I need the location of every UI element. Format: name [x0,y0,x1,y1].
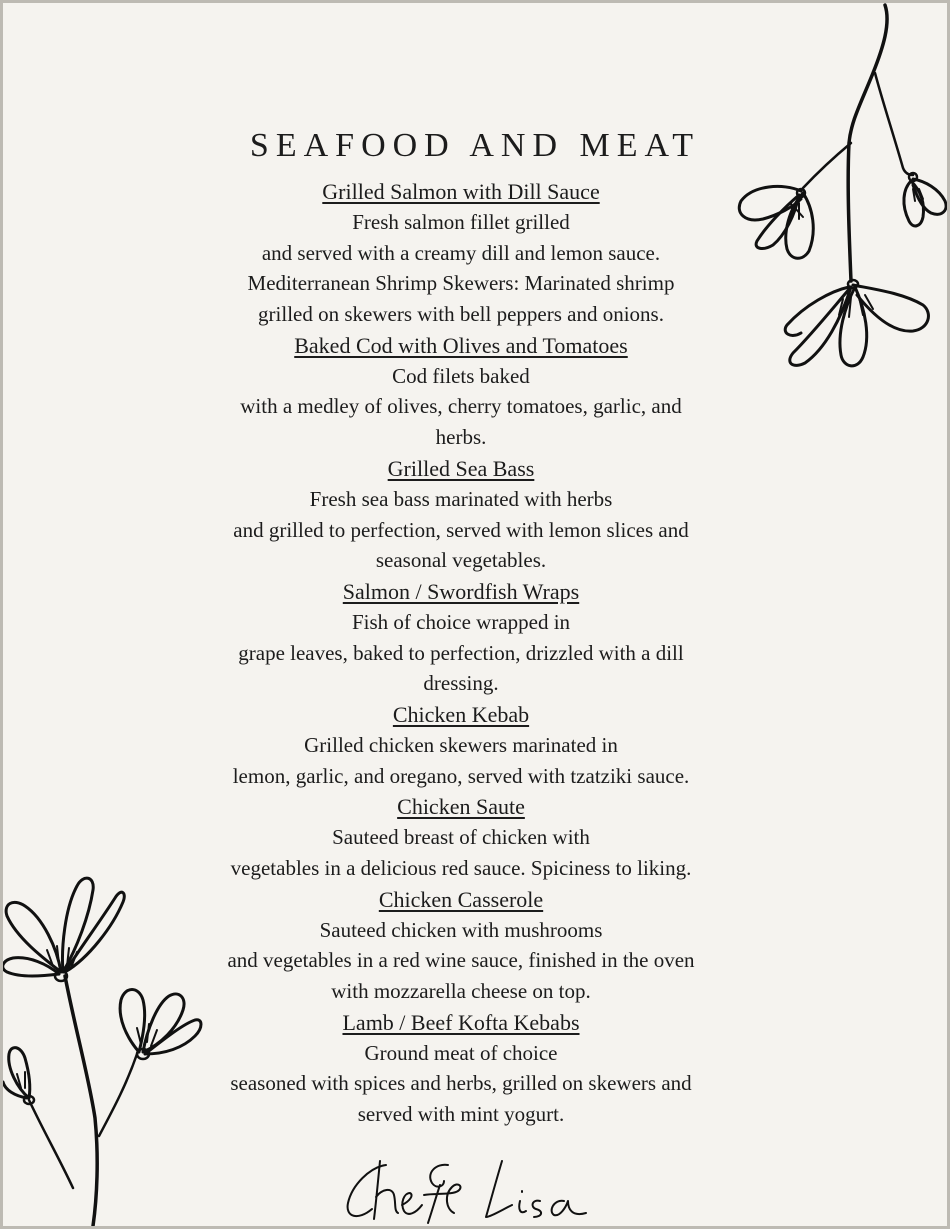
chef-signature [3,1151,947,1226]
menu-item-name: Lamb / Beef Kofta Kebabs [342,1009,580,1035]
menu-item [3,791,919,883]
menu-item-description-line: and served with a creamy dill and lemon sauce. [261,240,661,265]
menu-item-description-line: and vegetables in a red wine sauce, finished in the oven [227,948,695,973]
menu-item-name: Chicken Saute [397,794,525,820]
menu-item-description-line: Ground meat of choice [364,1040,558,1065]
menu-item-name: Chicken Kebab [392,701,530,727]
menu-item-description-line: Sauteed chicken with mushrooms [319,917,603,942]
menu-item-description-line: lemon, garlic, and oregano, served with tzatziki sauce. [232,763,690,788]
menu-item-name: Chicken Casserole [378,886,544,912]
menu-item-name: Grilled Salmon with Dill Sauce [322,179,600,204]
menu-item-description-line: with a medley of olives, cherry tomatoes, garlic, and [240,394,682,419]
menu-item-description-line: and grilled to perfection, served with lemon slices and [233,517,689,542]
menu-page [3,3,947,1226]
menu-item-description-line: seasoned with spices and herbs, grilled on skewers and [230,1071,692,1096]
menu-item-name: Grilled Sea Bass [387,455,535,481]
menu-item-description-line: Fish of choice wrapped in [351,609,571,634]
menu-item [3,884,919,1007]
menu-item-description-line: with mozzarella cheese on top. [331,979,591,1004]
menu-item-description-line: grape leaves, baked to perfection, drizzled with a dill [238,640,684,665]
menu-item-description-line: Fresh sea bass marinated with herbs [309,486,613,511]
menu-item-description-line: Sauteed breast of chicken with [332,825,590,850]
menu-item-description-line: Cod filets baked [392,363,530,388]
menu-item-description-line: Fresh salmon fillet grilled [352,210,570,234]
menu-item-name: Baked Cod with Olives and Tomatoes [294,332,628,358]
page-title: SEAFOOD AND MEAT [249,127,701,164]
menu-item-description-line: Mediterranean Shrimp Skewers: Marinated shrimp [247,271,675,296]
menu-item-description-line: grilled on skewers with bell peppers and onions. [258,302,664,327]
menu-item [3,699,919,791]
menu-item-description-line: dressing. [423,671,499,696]
menu-item-description-line: served with mint yogurt. [357,1102,565,1127]
menu-item [3,1007,919,1130]
menu-item-description-line: Grilled chicken skewers marinated in [304,732,618,757]
menu-item-description-line: seasonal vegetables. [375,548,547,573]
menu-item-description-line: vegetables in a delicious red sauce. Spiciness to liking. [230,856,692,880]
menu-item [3,176,919,330]
menu-item [3,453,919,576]
menu-item [3,576,919,699]
menu-item [3,330,919,453]
menu-item-description-line: herbs. [435,425,487,450]
menu-list [3,176,919,1130]
signature-icon [340,1151,610,1226]
menu-item-name: Salmon / Swordfish Wraps [342,578,580,604]
